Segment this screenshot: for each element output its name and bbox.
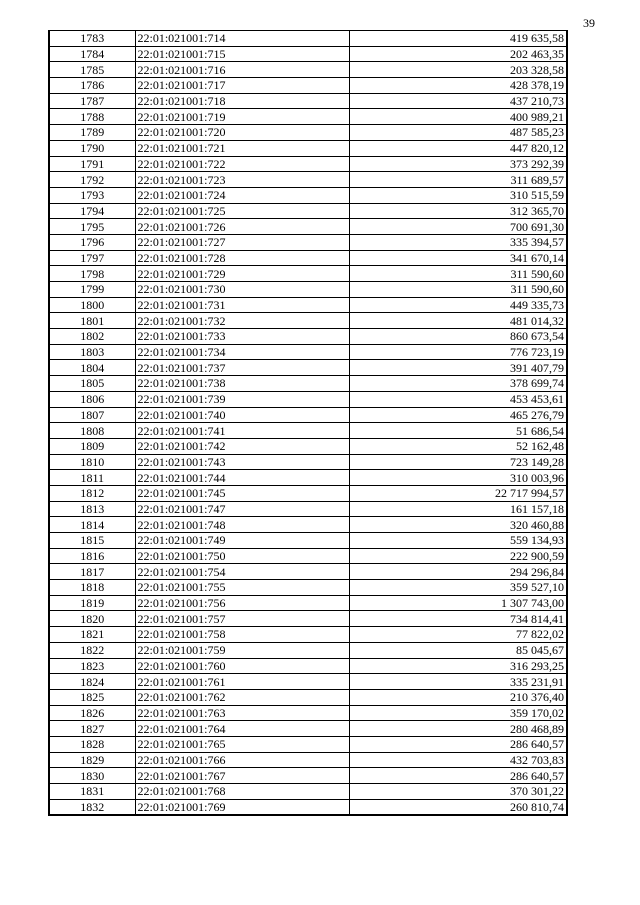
cadastral-value-cell: 1 307 743,00 xyxy=(349,595,567,611)
table-row xyxy=(49,187,567,203)
cadastral-number-cell: 22:01:021001:722 xyxy=(135,156,349,172)
table-row xyxy=(49,172,567,188)
cadastral-value-cell: 700 691,30 xyxy=(349,219,567,235)
table-row xyxy=(49,799,567,815)
row-number-cell: 1810 xyxy=(49,454,135,470)
cadastral-value-cell: 370 301,22 xyxy=(349,784,567,800)
cadastral-number-cell: 22:01:021001:732 xyxy=(135,313,349,329)
cadastral-value-cell: 311 590,60 xyxy=(349,266,567,282)
row-number-cell: 1832 xyxy=(49,799,135,815)
row-number-cell: 1784 xyxy=(49,46,135,62)
cadastral-number-cell: 22:01:021001:764 xyxy=(135,721,349,737)
table-row xyxy=(49,203,567,219)
row-number-cell: 1783 xyxy=(49,31,135,47)
cadastral-value-cell: 280 468,89 xyxy=(349,721,567,737)
cadastral-number-cell: 22:01:021001:738 xyxy=(135,376,349,392)
cadastral-number-cell: 22:01:021001:726 xyxy=(135,219,349,235)
row-number-cell: 1822 xyxy=(49,642,135,658)
cadastral-number-cell: 22:01:021001:731 xyxy=(135,297,349,313)
cadastral-value-cell: 723 149,28 xyxy=(349,454,567,470)
cadastral-value-cell: 202 463,35 xyxy=(349,46,567,62)
row-number-cell: 1828 xyxy=(49,736,135,752)
row-number-cell: 1826 xyxy=(49,705,135,721)
cadastral-number-cell: 22:01:021001:747 xyxy=(135,501,349,517)
row-number-cell: 1796 xyxy=(49,234,135,250)
cadastral-number-cell: 22:01:021001:756 xyxy=(135,595,349,611)
row-number-cell: 1814 xyxy=(49,517,135,533)
cadastral-number-cell: 22:01:021001:749 xyxy=(135,533,349,549)
row-number-cell: 1819 xyxy=(49,595,135,611)
cadastral-value-cell: 260 810,74 xyxy=(349,799,567,815)
row-number-cell: 1821 xyxy=(49,627,135,643)
table-row xyxy=(49,297,567,313)
row-number-cell: 1786 xyxy=(49,78,135,94)
table-row xyxy=(49,313,567,329)
row-number-cell: 1816 xyxy=(49,548,135,564)
cadastral-number-cell: 22:01:021001:721 xyxy=(135,140,349,156)
table-row xyxy=(49,736,567,752)
table-row xyxy=(49,266,567,282)
cadastral-number-cell: 22:01:021001:769 xyxy=(135,799,349,815)
cadastral-number-cell: 22:01:021001:716 xyxy=(135,62,349,78)
row-number-cell: 1808 xyxy=(49,423,135,439)
table-row xyxy=(49,391,567,407)
cadastral-value-cell: 860 673,54 xyxy=(349,329,567,345)
cadastral-value-cell: 311 689,57 xyxy=(349,172,567,188)
cadastral-value-cell: 51 686,54 xyxy=(349,423,567,439)
row-number-cell: 1798 xyxy=(49,266,135,282)
table-row xyxy=(49,580,567,596)
cadastral-number-cell: 22:01:021001:760 xyxy=(135,658,349,674)
cadastral-value-cell: 286 640,57 xyxy=(349,736,567,752)
cadastral-value-cell: 77 822,02 xyxy=(349,627,567,643)
row-number-cell: 1830 xyxy=(49,768,135,784)
table-row xyxy=(49,517,567,533)
cadastral-value-cell: 559 134,93 xyxy=(349,533,567,549)
cadastral-value-cell: 310 003,96 xyxy=(349,470,567,486)
row-number-cell: 1799 xyxy=(49,282,135,298)
cadastral-number-cell: 22:01:021001:765 xyxy=(135,736,349,752)
cadastral-number-cell: 22:01:021001:717 xyxy=(135,78,349,94)
cadastral-value-cell: 161 157,18 xyxy=(349,501,567,517)
cadastral-value-cell: 734 814,41 xyxy=(349,611,567,627)
cadastral-value-cell: 447 820,12 xyxy=(349,140,567,156)
table-row xyxy=(49,768,567,784)
table-row xyxy=(49,282,567,298)
cadastral-value-cell: 22 717 994,57 xyxy=(349,485,567,501)
cadastral-number-cell: 22:01:021001:743 xyxy=(135,454,349,470)
cadastral-value-cell: 437 210,73 xyxy=(349,93,567,109)
cadastral-value-cell: 335 231,91 xyxy=(349,674,567,690)
table-row xyxy=(49,533,567,549)
cadastral-number-cell: 22:01:021001:766 xyxy=(135,752,349,768)
table-row xyxy=(49,721,567,737)
row-number-cell: 1817 xyxy=(49,564,135,580)
cadastral-number-cell: 22:01:021001:767 xyxy=(135,768,349,784)
cadastral-value-cell: 453 453,61 xyxy=(349,391,567,407)
row-number-cell: 1793 xyxy=(49,187,135,203)
cadastral-value-cell: 312 365,70 xyxy=(349,203,567,219)
row-number-cell: 1815 xyxy=(49,533,135,549)
cadastral-value-cell: 335 394,57 xyxy=(349,234,567,250)
row-number-cell: 1812 xyxy=(49,485,135,501)
table-row xyxy=(49,689,567,705)
row-number-cell: 1823 xyxy=(49,658,135,674)
table-row xyxy=(49,125,567,141)
cadastral-number-cell: 22:01:021001:758 xyxy=(135,627,349,643)
cadastral-number-cell: 22:01:021001:744 xyxy=(135,470,349,486)
table-row xyxy=(49,564,567,580)
table-row xyxy=(49,627,567,643)
row-number-cell: 1818 xyxy=(49,580,135,596)
table-row xyxy=(49,140,567,156)
cadastral-value-cell: 341 670,14 xyxy=(349,250,567,266)
table-row xyxy=(49,705,567,721)
cadastral-value-cell: 222 900,59 xyxy=(349,548,567,564)
table-row xyxy=(49,595,567,611)
row-number-cell: 1791 xyxy=(49,156,135,172)
cadastral-value-cell: 85 045,67 xyxy=(349,642,567,658)
table-row xyxy=(49,62,567,78)
cadastral-value-cell: 359 527,10 xyxy=(349,580,567,596)
row-number-cell: 1813 xyxy=(49,501,135,517)
row-number-cell: 1792 xyxy=(49,172,135,188)
cadastral-number-cell: 22:01:021001:714 xyxy=(135,31,349,47)
cadastral-number-cell: 22:01:021001:719 xyxy=(135,109,349,125)
row-number-cell: 1803 xyxy=(49,344,135,360)
cadastral-number-cell: 22:01:021001:755 xyxy=(135,580,349,596)
cadastral-number-cell: 22:01:021001:720 xyxy=(135,125,349,141)
row-number-cell: 1820 xyxy=(49,611,135,627)
cadastral-number-cell: 22:01:021001:715 xyxy=(135,46,349,62)
table-row xyxy=(49,611,567,627)
row-number-cell: 1789 xyxy=(49,125,135,141)
cadastral-value-cell: 203 328,58 xyxy=(349,62,567,78)
cadastral-value-cell: 487 585,23 xyxy=(349,125,567,141)
cadastral-number-cell: 22:01:021001:739 xyxy=(135,391,349,407)
cadastral-value-cell: 294 296,84 xyxy=(349,564,567,580)
cadastral-number-cell: 22:01:021001:741 xyxy=(135,423,349,439)
cadastral-value-cell: 316 293,25 xyxy=(349,658,567,674)
cadastral-value-cell: 52 162,48 xyxy=(349,438,567,454)
cadastral-number-cell: 22:01:021001:729 xyxy=(135,266,349,282)
row-number-cell: 1806 xyxy=(49,391,135,407)
cadastral-number-cell: 22:01:021001:733 xyxy=(135,329,349,345)
cadastral-value-cell: 419 635,58 xyxy=(349,31,567,47)
table-row xyxy=(49,31,567,47)
table-row xyxy=(49,784,567,800)
cadastral-value-cell: 320 460,88 xyxy=(349,517,567,533)
table-row xyxy=(49,501,567,517)
row-number-cell: 1804 xyxy=(49,360,135,376)
row-number-cell: 1795 xyxy=(49,219,135,235)
row-number-cell: 1829 xyxy=(49,752,135,768)
row-number-cell: 1794 xyxy=(49,203,135,219)
cadastral-number-cell: 22:01:021001:724 xyxy=(135,187,349,203)
cadastral-value-table xyxy=(48,30,568,816)
cadastral-number-cell: 22:01:021001:727 xyxy=(135,234,349,250)
cadastral-number-cell: 22:01:021001:728 xyxy=(135,250,349,266)
table-row xyxy=(49,752,567,768)
cadastral-value-cell: 373 292,39 xyxy=(349,156,567,172)
cadastral-number-cell: 22:01:021001:768 xyxy=(135,784,349,800)
cadastral-number-cell: 22:01:021001:754 xyxy=(135,564,349,580)
cadastral-number-cell: 22:01:021001:759 xyxy=(135,642,349,658)
row-number-cell: 1831 xyxy=(49,784,135,800)
row-number-cell: 1824 xyxy=(49,674,135,690)
cadastral-value-cell: 465 276,79 xyxy=(349,407,567,423)
cadastral-value-cell: 310 515,59 xyxy=(349,187,567,203)
row-number-cell: 1807 xyxy=(49,407,135,423)
cadastral-number-cell: 22:01:021001:757 xyxy=(135,611,349,627)
table-row xyxy=(49,407,567,423)
row-number-cell: 1811 xyxy=(49,470,135,486)
cadastral-value-cell: 449 335,73 xyxy=(349,297,567,313)
page-number: 39 xyxy=(583,16,595,30)
table-row xyxy=(49,46,567,62)
row-number-cell: 1805 xyxy=(49,376,135,392)
table-row xyxy=(49,109,567,125)
cadastral-value-cell: 359 170,02 xyxy=(349,705,567,721)
cadastral-value-cell: 481 014,32 xyxy=(349,313,567,329)
table-row xyxy=(49,485,567,501)
row-number-cell: 1825 xyxy=(49,689,135,705)
row-number-cell: 1797 xyxy=(49,250,135,266)
table-row xyxy=(49,674,567,690)
table-row xyxy=(49,219,567,235)
table-row xyxy=(49,250,567,266)
cadastral-number-cell: 22:01:021001:761 xyxy=(135,674,349,690)
table-row xyxy=(49,658,567,674)
row-number-cell: 1790 xyxy=(49,140,135,156)
table-row xyxy=(49,329,567,345)
cadastral-number-cell: 22:01:021001:723 xyxy=(135,172,349,188)
table-row xyxy=(49,344,567,360)
cadastral-value-cell: 311 590,60 xyxy=(349,282,567,298)
table-row xyxy=(49,234,567,250)
cadastral-value-cell: 391 407,79 xyxy=(349,360,567,376)
table-row xyxy=(49,93,567,109)
table-row xyxy=(49,156,567,172)
cadastral-value-cell: 286 640,57 xyxy=(349,768,567,784)
table-row xyxy=(49,454,567,470)
table-body xyxy=(49,31,567,815)
cadastral-value-cell: 210 376,40 xyxy=(349,689,567,705)
row-number-cell: 1809 xyxy=(49,438,135,454)
cadastral-value-cell: 400 989,21 xyxy=(349,109,567,125)
cadastral-value-cell: 378 699,74 xyxy=(349,376,567,392)
table-row xyxy=(49,376,567,392)
table-row xyxy=(49,470,567,486)
table-row xyxy=(49,438,567,454)
cadastral-number-cell: 22:01:021001:750 xyxy=(135,548,349,564)
cadastral-number-cell: 22:01:021001:725 xyxy=(135,203,349,219)
row-number-cell: 1788 xyxy=(49,109,135,125)
cadastral-number-cell: 22:01:021001:737 xyxy=(135,360,349,376)
cadastral-number-cell: 22:01:021001:748 xyxy=(135,517,349,533)
cadastral-value-cell: 776 723,19 xyxy=(349,344,567,360)
cadastral-value-cell: 432 703,83 xyxy=(349,752,567,768)
row-number-cell: 1801 xyxy=(49,313,135,329)
cadastral-number-cell: 22:01:021001:762 xyxy=(135,689,349,705)
cadastral-number-cell: 22:01:021001:763 xyxy=(135,705,349,721)
table-row xyxy=(49,360,567,376)
row-number-cell: 1787 xyxy=(49,93,135,109)
row-number-cell: 1800 xyxy=(49,297,135,313)
table-row xyxy=(49,423,567,439)
cadastral-number-cell: 22:01:021001:718 xyxy=(135,93,349,109)
cadastral-number-cell: 22:01:021001:730 xyxy=(135,282,349,298)
cadastral-value-cell: 428 378,19 xyxy=(349,78,567,94)
cadastral-number-cell: 22:01:021001:745 xyxy=(135,485,349,501)
row-number-cell: 1802 xyxy=(49,329,135,345)
cadastral-number-cell: 22:01:021001:740 xyxy=(135,407,349,423)
table-row xyxy=(49,548,567,564)
table-row xyxy=(49,78,567,94)
cadastral-number-cell: 22:01:021001:742 xyxy=(135,438,349,454)
table-row xyxy=(49,642,567,658)
row-number-cell: 1785 xyxy=(49,62,135,78)
cadastral-number-cell: 22:01:021001:734 xyxy=(135,344,349,360)
row-number-cell: 1827 xyxy=(49,721,135,737)
